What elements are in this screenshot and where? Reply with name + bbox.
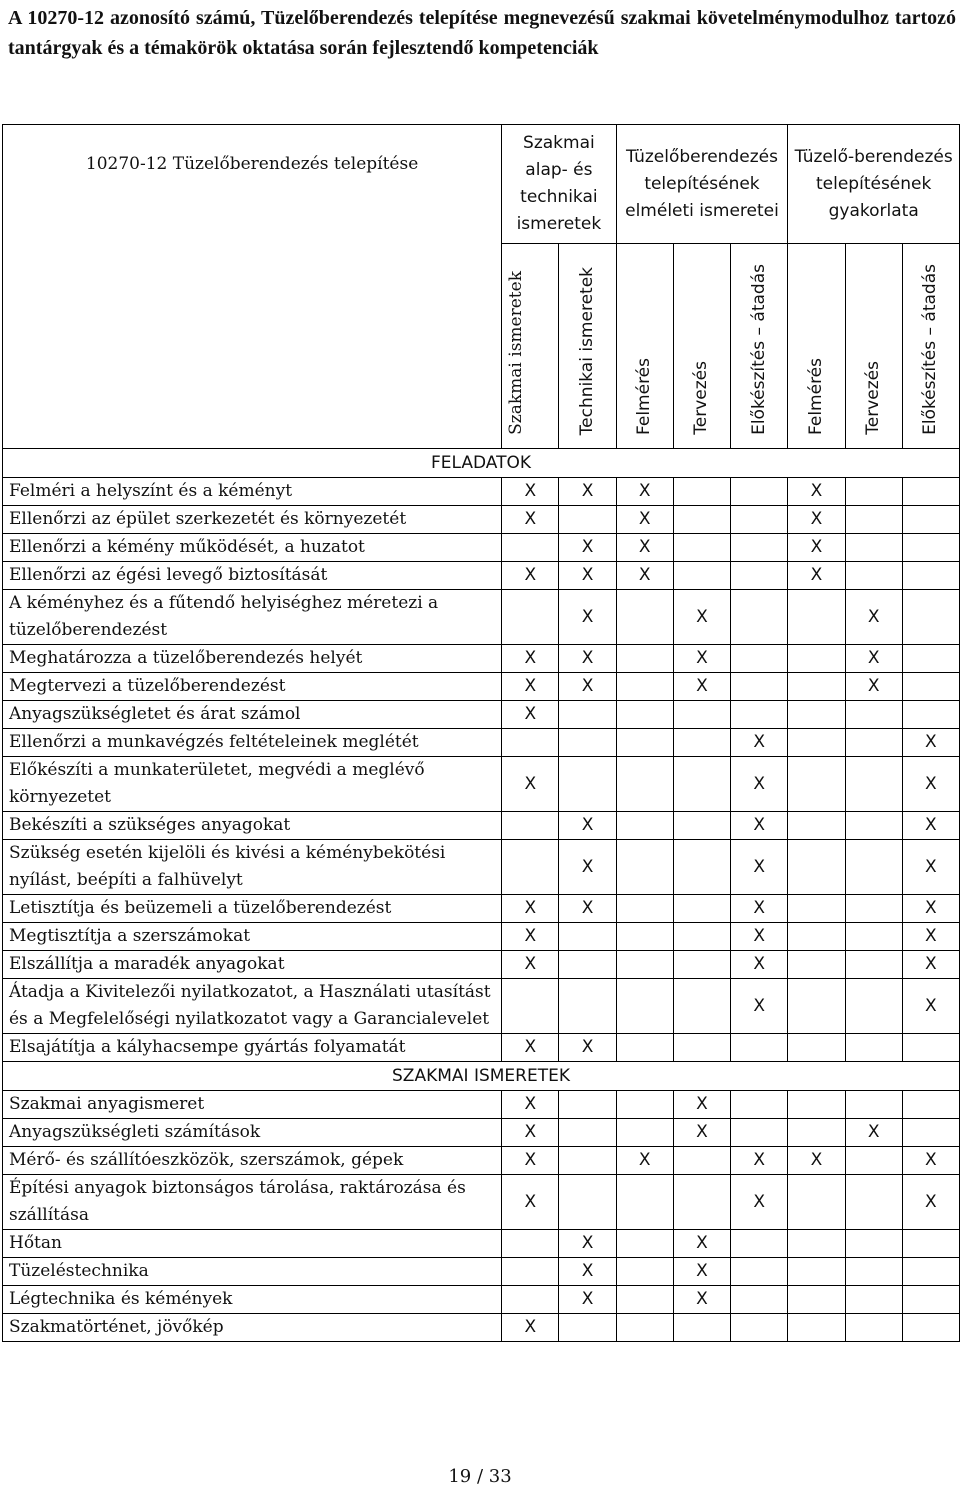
mark-cell [731, 1119, 788, 1147]
table-row [3, 923, 960, 951]
mark-cell [559, 979, 616, 1034]
row-label: Elsajátítja a kályhacsempe gyártás folyamatát [3, 1034, 502, 1062]
mark-cell [616, 979, 673, 1034]
mark-cell: X [731, 729, 788, 757]
mark-cell [788, 1119, 845, 1147]
mark-cell [731, 562, 788, 590]
mark-cell [902, 1314, 959, 1342]
table-row [3, 895, 960, 923]
mark-cell: X [788, 478, 845, 506]
mark-cell: X [559, 840, 616, 895]
mark-cell: X [731, 812, 788, 840]
column-header: Felmérés [616, 244, 673, 449]
mark-cell [731, 1286, 788, 1314]
row-label: Átadja a Kivitelezői nyilatkozatot, a Használati utasítást és a Megfelelőségi nyilatkozatot vagy a Garancialevelet [3, 979, 502, 1034]
mark-cell: X [502, 757, 559, 812]
mark-cell [902, 506, 959, 534]
mark-cell [845, 1230, 902, 1258]
row-label: Anyagszükségletet és árat számol [3, 701, 502, 729]
table-row [3, 757, 960, 812]
mark-cell [902, 673, 959, 701]
row-label: Felméri a helyszínt és a kéményt [3, 478, 502, 506]
mark-cell [731, 1034, 788, 1062]
mark-cell: X [731, 979, 788, 1034]
mark-cell [616, 1286, 673, 1314]
column-header: Technikai ismeretek [559, 244, 616, 449]
mark-cell [845, 506, 902, 534]
mark-cell [845, 478, 902, 506]
mark-cell [845, 951, 902, 979]
table-row [3, 1230, 960, 1258]
table-row [3, 562, 960, 590]
mark-cell [788, 645, 845, 673]
mark-cell: X [502, 645, 559, 673]
row-label: Anyagszükségleti számítások [3, 1119, 502, 1147]
row-label: Ellenőrzi a kémény működését, a huzatot [3, 534, 502, 562]
mark-cell [673, 895, 730, 923]
mark-cell: X [902, 979, 959, 1034]
row-label: Megtisztítja a szerszámokat [3, 923, 502, 951]
row-label: Ellenőrzi az épület szerkezetét és környezetét [3, 506, 502, 534]
mark-cell [616, 729, 673, 757]
row-label: Légtechnika és kémények [3, 1286, 502, 1314]
mark-cell: X [731, 923, 788, 951]
mark-cell [616, 951, 673, 979]
table-row [3, 701, 960, 729]
mark-cell [559, 701, 616, 729]
column-header: Előkészítés – átadás [902, 244, 959, 449]
mark-cell: X [845, 645, 902, 673]
module-title: 10270-12 Tüzelőberendezés telepítése [3, 125, 502, 449]
table-row [3, 1034, 960, 1062]
mark-cell [902, 1286, 959, 1314]
mark-cell [845, 1034, 902, 1062]
mark-cell: X [845, 673, 902, 701]
row-label: Meghatározza a tüzelőberendezés helyét [3, 645, 502, 673]
mark-cell: X [673, 590, 730, 645]
mark-cell [559, 1147, 616, 1175]
mark-cell [902, 645, 959, 673]
mark-cell: X [559, 812, 616, 840]
mark-cell [788, 701, 845, 729]
row-label: Letisztítja és beüzemeli a tüzelőberendezést [3, 895, 502, 923]
mark-cell [845, 979, 902, 1034]
table-row [3, 840, 960, 895]
mark-cell: X [502, 1034, 559, 1062]
mark-cell: X [502, 562, 559, 590]
mark-cell [845, 729, 902, 757]
mark-cell [845, 1175, 902, 1230]
mark-cell: X [902, 951, 959, 979]
row-label: Ellenőrzi a munkavégzés feltételeinek meglétét [3, 729, 502, 757]
mark-cell [788, 729, 845, 757]
mark-cell [673, 506, 730, 534]
mark-cell: X [559, 1230, 616, 1258]
mark-cell [731, 1314, 788, 1342]
table-row [3, 673, 960, 701]
mark-cell [845, 534, 902, 562]
row-label: Bekészíti a szükséges anyagokat [3, 812, 502, 840]
mark-cell [902, 562, 959, 590]
row-label: Építési anyagok biztonságos tárolása, raktározása és szállítása [3, 1175, 502, 1230]
mark-cell: X [731, 757, 788, 812]
mark-cell: X [502, 701, 559, 729]
table-row [3, 1175, 960, 1230]
table-row [3, 1091, 960, 1119]
mark-cell [502, 729, 559, 757]
column-header: Felmérés [788, 244, 845, 449]
competency-table [2, 124, 960, 1342]
mark-cell: X [788, 562, 845, 590]
mark-cell [731, 673, 788, 701]
mark-cell: X [502, 506, 559, 534]
mark-cell [788, 812, 845, 840]
subject-group-header: Tüzelő-berendezés telepítésének gyakorlata [788, 125, 960, 244]
mark-cell [559, 506, 616, 534]
mark-cell [559, 1119, 616, 1147]
table-row [3, 951, 960, 979]
mark-cell: X [902, 812, 959, 840]
mark-cell [845, 1314, 902, 1342]
mark-cell [673, 562, 730, 590]
mark-cell [616, 1230, 673, 1258]
mark-cell: X [559, 478, 616, 506]
mark-cell: X [616, 562, 673, 590]
mark-cell [673, 1147, 730, 1175]
mark-cell [673, 757, 730, 812]
mark-cell: X [559, 1034, 616, 1062]
mark-cell: X [502, 1147, 559, 1175]
mark-cell [731, 701, 788, 729]
mark-cell [616, 1175, 673, 1230]
mark-cell [616, 895, 673, 923]
mark-cell [673, 840, 730, 895]
mark-cell: X [673, 1119, 730, 1147]
mark-cell: X [559, 590, 616, 645]
mark-cell [502, 1286, 559, 1314]
mark-cell: X [502, 1091, 559, 1119]
mark-cell [673, 923, 730, 951]
mark-cell [502, 1258, 559, 1286]
mark-cell: X [731, 840, 788, 895]
section-header-row [3, 449, 960, 478]
mark-cell [788, 923, 845, 951]
mark-cell [502, 979, 559, 1034]
mark-cell: X [731, 1147, 788, 1175]
table-row [3, 979, 960, 1034]
row-label: A kéményhez és a fűtendő helyiséghez méretezi a tüzelőberendezést [3, 590, 502, 645]
mark-cell: X [673, 1258, 730, 1286]
mark-cell: X [559, 534, 616, 562]
mark-cell [616, 1314, 673, 1342]
mark-cell: X [673, 673, 730, 701]
mark-cell [845, 1286, 902, 1314]
mark-cell [788, 1034, 845, 1062]
mark-cell [902, 1091, 959, 1119]
mark-cell: X [673, 1286, 730, 1314]
mark-cell [731, 1258, 788, 1286]
mark-cell: X [502, 673, 559, 701]
mark-cell [616, 1119, 673, 1147]
section-title: SZAKMAI ISMERETEK [3, 1062, 960, 1091]
mark-cell [788, 979, 845, 1034]
mark-cell: X [502, 895, 559, 923]
mark-cell: X [616, 1147, 673, 1175]
mark-cell [502, 1230, 559, 1258]
mark-cell [845, 1258, 902, 1286]
mark-cell [845, 895, 902, 923]
mark-cell [845, 562, 902, 590]
mark-cell [616, 673, 673, 701]
mark-cell [731, 534, 788, 562]
mark-cell: X [731, 895, 788, 923]
mark-cell [673, 478, 730, 506]
mark-cell [788, 590, 845, 645]
mark-cell [845, 701, 902, 729]
mark-cell [788, 1258, 845, 1286]
document-heading: A 10270-12 azonosító számú, Tüzelőberendezés telepítése megnevezésű szakmai követelménymodulhoz tartozó tantárgyak és a témakörök oktatása során fejlesztendő kompetenciák [8, 7, 956, 59]
mark-cell [559, 757, 616, 812]
mark-cell [731, 506, 788, 534]
mark-cell [845, 1147, 902, 1175]
mark-cell [616, 701, 673, 729]
mark-cell: X [559, 673, 616, 701]
mark-cell [616, 1258, 673, 1286]
mark-cell [673, 1175, 730, 1230]
section-header-row [3, 1062, 960, 1091]
mark-cell [788, 1091, 845, 1119]
table-row [3, 506, 960, 534]
mark-cell [788, 1286, 845, 1314]
row-label: Előkészíti a munkaterületet, megvédi a meglévő környezetet [3, 757, 502, 812]
mark-cell: X [845, 1119, 902, 1147]
table-row [3, 645, 960, 673]
mark-cell [845, 757, 902, 812]
mark-cell: X [902, 1175, 959, 1230]
row-label: Tüzeléstechnika [3, 1258, 502, 1286]
mark-cell [731, 1091, 788, 1119]
table-row [3, 729, 960, 757]
mark-cell [559, 1091, 616, 1119]
mark-cell [616, 757, 673, 812]
mark-cell: X [502, 1314, 559, 1342]
row-label: Ellenőrzi az égési levegő biztosítását [3, 562, 502, 590]
mark-cell: X [502, 923, 559, 951]
mark-cell [502, 840, 559, 895]
mark-cell [673, 701, 730, 729]
mark-cell [673, 729, 730, 757]
mark-cell: X [902, 757, 959, 812]
table-row [3, 1147, 960, 1175]
table-row [3, 812, 960, 840]
mark-cell [673, 534, 730, 562]
table-row [3, 590, 960, 645]
mark-cell [559, 923, 616, 951]
mark-cell: X [502, 1175, 559, 1230]
mark-cell [731, 478, 788, 506]
mark-cell [845, 923, 902, 951]
mark-cell [788, 840, 845, 895]
subject-group-row [3, 125, 960, 244]
mark-cell [731, 645, 788, 673]
column-header: Tervezés [845, 244, 902, 449]
section-title: FELADATOK [3, 449, 960, 478]
mark-cell [845, 812, 902, 840]
mark-cell [731, 1230, 788, 1258]
mark-cell [902, 590, 959, 645]
mark-cell [788, 673, 845, 701]
mark-cell [559, 951, 616, 979]
subject-group-header: Tüzelőberendezés telepítésének elméleti ismeretei [616, 125, 788, 244]
mark-cell [673, 951, 730, 979]
mark-cell [788, 1314, 845, 1342]
row-label: Szakmatörténet, jövőkép [3, 1314, 502, 1342]
mark-cell: X [673, 1230, 730, 1258]
table-row [3, 1258, 960, 1286]
mark-cell: X [673, 1091, 730, 1119]
mark-cell [502, 812, 559, 840]
mark-cell [845, 840, 902, 895]
mark-cell [902, 534, 959, 562]
mark-cell: X [731, 951, 788, 979]
row-label: Hőtan [3, 1230, 502, 1258]
mark-cell [902, 1119, 959, 1147]
mark-cell [902, 478, 959, 506]
mark-cell: X [616, 478, 673, 506]
row-label: Megtervezi a tüzelőberendezést [3, 673, 502, 701]
mark-cell [559, 1175, 616, 1230]
mark-cell: X [502, 478, 559, 506]
mark-cell [788, 1175, 845, 1230]
column-header: Szakmai ismeretek [502, 244, 559, 449]
mark-cell: X [902, 895, 959, 923]
mark-cell [845, 1091, 902, 1119]
mark-cell: X [559, 562, 616, 590]
table-row [3, 1286, 960, 1314]
mark-cell [616, 923, 673, 951]
table-row [3, 1314, 960, 1342]
mark-cell: X [502, 1119, 559, 1147]
table-row [3, 1119, 960, 1147]
mark-cell [559, 1314, 616, 1342]
row-label: Mérő- és szállítóeszközök, szerszámok, gépek [3, 1147, 502, 1175]
mark-cell: X [559, 895, 616, 923]
mark-cell: X [559, 1258, 616, 1286]
mark-cell [902, 1034, 959, 1062]
mark-cell [616, 1091, 673, 1119]
row-label: Szakmai anyagismeret [3, 1091, 502, 1119]
mark-cell: X [731, 1175, 788, 1230]
table-row [3, 534, 960, 562]
mark-cell: X [902, 729, 959, 757]
mark-cell: X [845, 590, 902, 645]
mark-cell: X [616, 534, 673, 562]
mark-cell [788, 951, 845, 979]
mark-cell: X [902, 923, 959, 951]
mark-cell [788, 757, 845, 812]
mark-cell: X [559, 645, 616, 673]
mark-cell [502, 590, 559, 645]
mark-cell: X [673, 645, 730, 673]
mark-cell [902, 701, 959, 729]
mark-cell: X [902, 840, 959, 895]
mark-cell: X [788, 506, 845, 534]
subject-group-header: Szakmai alap- és technikai ismeretek [502, 125, 616, 244]
mark-cell: X [559, 1286, 616, 1314]
mark-cell [673, 1314, 730, 1342]
mark-cell [616, 812, 673, 840]
page-number: 19 / 33 [448, 1466, 512, 1487]
mark-cell [616, 840, 673, 895]
mark-cell: X [502, 951, 559, 979]
mark-cell [902, 1258, 959, 1286]
mark-cell [788, 895, 845, 923]
mark-cell [731, 590, 788, 645]
mark-cell [673, 1034, 730, 1062]
table-row [3, 478, 960, 506]
column-header: Előkészítés – átadás [731, 244, 788, 449]
mark-cell: X [788, 1147, 845, 1175]
row-label: Elszállítja a maradék anyagokat [3, 951, 502, 979]
mark-cell [673, 812, 730, 840]
mark-cell [559, 729, 616, 757]
mark-cell [788, 1230, 845, 1258]
mark-cell: X [902, 1147, 959, 1175]
mark-cell [673, 979, 730, 1034]
mark-cell [616, 645, 673, 673]
mark-cell [616, 590, 673, 645]
column-header: Tervezés [673, 244, 730, 449]
mark-cell [902, 1230, 959, 1258]
mark-cell [616, 1034, 673, 1062]
mark-cell: X [788, 534, 845, 562]
row-label: Szükség esetén kijelöli és kivési a kéménybekötési nyílást, beépíti a falhüvelyt [3, 840, 502, 895]
mark-cell: X [616, 506, 673, 534]
mark-cell [502, 534, 559, 562]
